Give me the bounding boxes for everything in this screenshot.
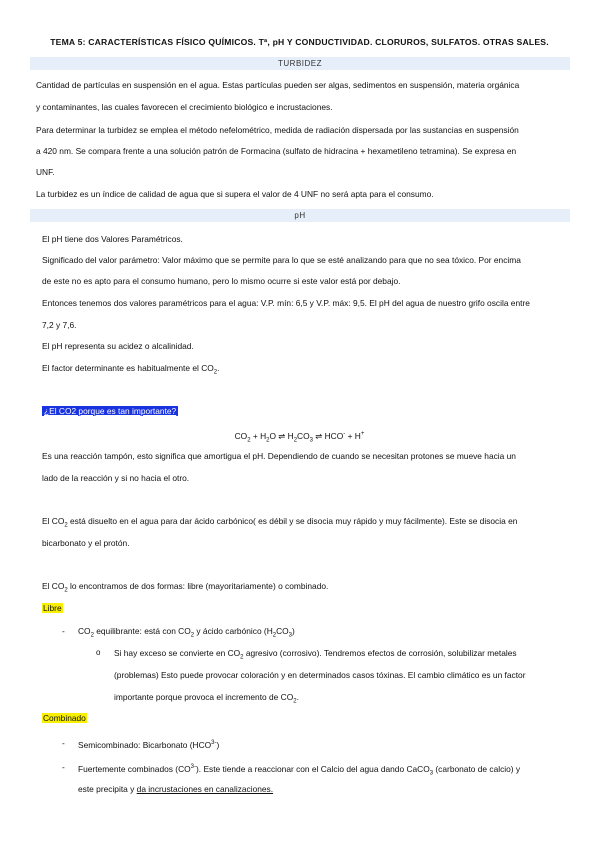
list-item: Semicombinado: Bicarbonato $(HCO^{3-})$ bbox=[78, 739, 220, 750]
list-item: Fuertemente combinados $(CO^{3-})$. Este tiende a reaccionar con el Calcio del agua dando CaCO$_3$ (carbonato de calcio) y bbox=[78, 763, 521, 777]
list-dash: - bbox=[62, 626, 65, 636]
paragraph-line: bicarbonato y el protón. bbox=[42, 538, 130, 548]
paragraph-line: y contaminantes, las cuales favorecen el crecimiento biológico e incrustaciones. bbox=[36, 102, 333, 112]
paragraph-line: El pH representa su acidez o alcalinidad. bbox=[42, 341, 194, 351]
paragraph-line: UNF. bbox=[36, 167, 55, 177]
paragraph-line: de este no es apto para el consumo humano, pero lo mismo ocurre si este valor está por debajo. bbox=[42, 276, 401, 286]
paragraph-line: lado de la reacción y si no hacia el otro. bbox=[42, 473, 190, 483]
label-combinado: Combinado bbox=[43, 713, 86, 723]
section-heading-ph: pH bbox=[30, 209, 570, 222]
paragraph-line: El $CO_2$ está disuelto en el agua para dar ácido carbónico( es débil y se disocia muy rápido y muy fácilmente). Este se disocia en bbox=[42, 516, 518, 529]
list-item-continuation: este precipita y da incrustaciones en canalizaciones. bbox=[78, 784, 274, 794]
sub-list-line: (problemas) Esto puede provocar coloración y en determinados casos tóxinas. El cambio climático es un factor bbox=[114, 670, 526, 680]
section-heading-turbidez: TURBIDEZ bbox=[30, 57, 570, 70]
carbonate-equation: $CO_2 + H_2O$ ⇌ $H_2CO_3$ ⇌ HCO- + H+ bbox=[234, 430, 365, 444]
list-dash: - bbox=[62, 762, 65, 772]
label-libre: Libre bbox=[43, 603, 62, 613]
document-title: TEMA 5: CARACTERÍSTICAS FÍSICO QUÍMICOS. Tª, pH Y CONDUCTIVIDAD. CLORUROS, SULFATOS. OTRAS SALES. bbox=[50, 37, 549, 47]
paragraph-line: Entonces tenemos dos valores paramétricos para el agua: V.P. mín: 6,5 y V.P. máx: 9,5. El pH del agua de nuestro grifo oscila entre bbox=[42, 298, 530, 308]
paragraph-line: a 420 nm. Se compara frente a una solución patrón de Formacina (sulfato de hidracina + hexametileno tetramina). Se expresa en bbox=[36, 146, 517, 156]
list-dash: - bbox=[62, 738, 65, 748]
sub-list-line: importante porque provoca el incremento de $CO_2$. bbox=[114, 692, 299, 705]
paragraph-line: Cantidad de partículas en suspensión en el agua. Estas partículas pueden ser algas, sedimentos en suspensión, materia orgánica bbox=[36, 80, 520, 90]
paragraph-line: El pH tiene dos Valores Paramétricos. bbox=[42, 234, 183, 244]
paragraph-line: 7,2 y 7,6. bbox=[42, 320, 77, 330]
list-item: $CO_2$ equilibrante: está con $CO_2$ y ácido carbónico $(H_2CO_3)$ bbox=[78, 626, 295, 639]
paragraph-line: Es una reacción tampón, esto significa que amortigua el pH. Dependiendo de cuando se necesitan protones se mueve hacia un bbox=[42, 451, 516, 461]
paragraph-line: Significado del valor parámetro: Valor máximo que se permite para lo que se esté analizando para que no sea tóxico. Por encima bbox=[42, 255, 521, 265]
paragraph-line: Para determinar la turbidez se emplea el método nefelométrico, medida de radiación dispersada por las sustancias en suspensión bbox=[36, 125, 519, 135]
sub-list-line: Si hay exceso se convierte en $CO_2$ agresivo (corrosivo). Tendremos efectos de corrosión, solubilizar metales bbox=[114, 648, 517, 661]
paragraph-line: La turbidez es un índice de calidad de agua que si supera el valor de 4 UNF no será apta para el consumo. bbox=[36, 189, 434, 199]
paragraph-line: El factor determinante es habitualmente el $CO_2$. bbox=[42, 363, 220, 376]
list-bullet: o bbox=[96, 648, 101, 657]
question-highlight: ¿El CO2 porque es tan importante? bbox=[44, 406, 177, 416]
paragraph-line: El $CO_2$ lo encontramos de dos formas: libre (mayoritariamente) o combinado. bbox=[42, 581, 329, 594]
